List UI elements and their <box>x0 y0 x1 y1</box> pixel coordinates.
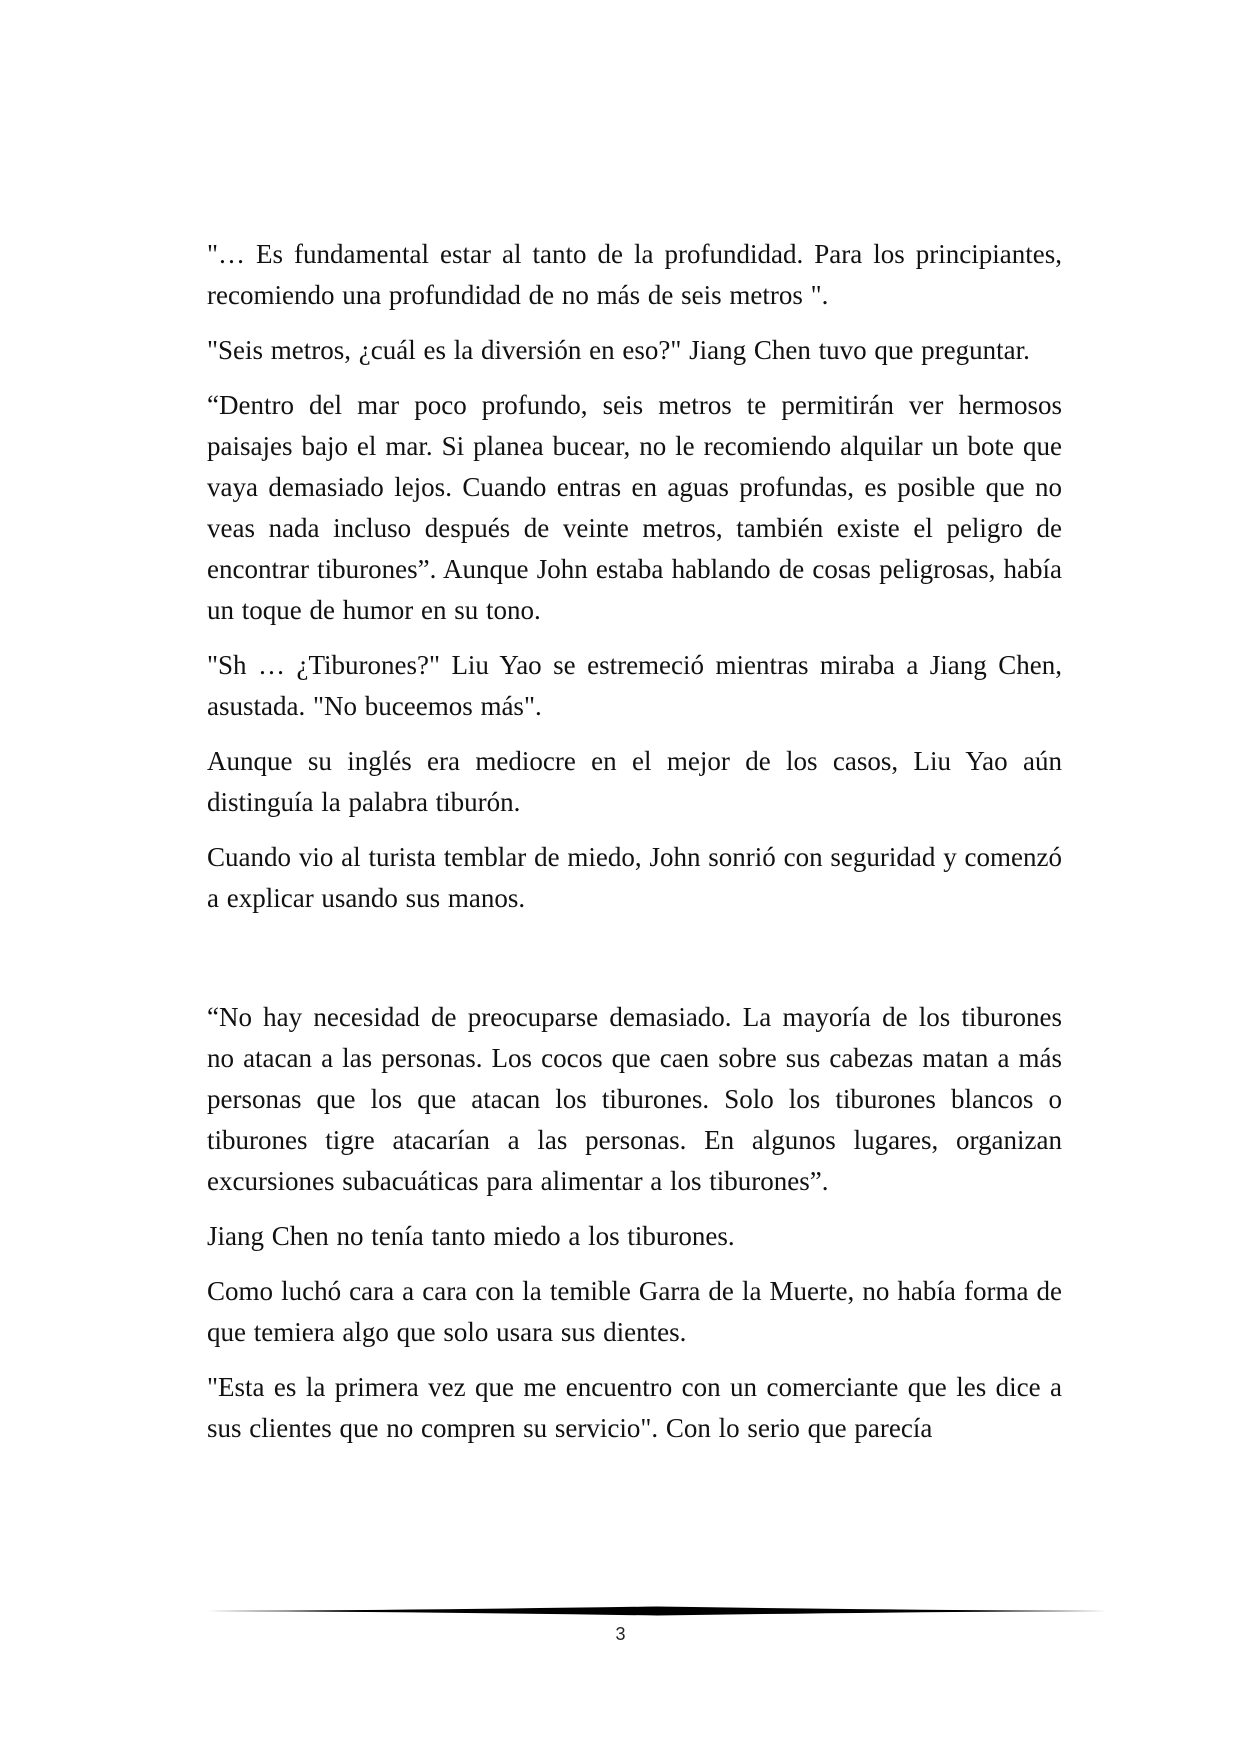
section-break <box>207 933 1062 997</box>
paragraph-10: "Esta es la primera vez que me encuentro con un comerciante que les dice a sus clientes que no compren su servicio". Con lo serio que parecía <box>207 1372 1062 1443</box>
paragraph-3: “Dentro del mar poco profundo, seis metros te permitirán ver hermosos paisajes bajo el mar. Si planea bucear, no le recomiendo alquilar un bote que vaya demasiado lejos. Cuando entras en aguas profundas, es posible que no veas nada incluso después de veinte metros, también existe el peligro de encontrar tiburones”. Aunque John estaba hablando de cosas peligrosas, había un toque de humor en su tono. <box>207 390 1062 625</box>
page-body <box>207 234 1062 1463</box>
paragraph-8: Jiang Chen no tenía tanto miedo a los tiburones. <box>207 1221 735 1251</box>
footer-rule <box>207 1604 1107 1618</box>
paragraph-9: Como luchó cara a cara con la temible Garra de la Muerte, no había forma de que temiera algo que solo usara sus dientes. <box>207 1276 1062 1347</box>
paragraph-7: “No hay necesidad de preocuparse demasiado. La mayoría de los tiburones no atacan a las personas. Los cocos que caen sobre sus cabezas matan a más personas que los que atacan los tiburones. Solo los tiburones blancos o tiburones tigre atacarían a las personas. En algunos lugares, organizan excursiones subacuáticas para alimentar a los tiburones”. <box>207 1002 1062 1196</box>
paragraph-2: "Seis metros, ¿cuál es la diversión en eso?" Jiang Chen tuvo que preguntar. <box>207 335 1030 365</box>
paragraph-5: Aunque su inglés era mediocre en el mejor de los casos, Liu Yao aún distinguía la palabra tiburón. <box>207 746 1062 817</box>
paragraph-4: "Sh … ¿Tiburones?" Liu Yao se estremeció mientras miraba a Jiang Chen, asustada. "No buceemos más". <box>207 650 1062 721</box>
paragraph-6: Cuando vio al turista temblar de miedo, John sonrió con seguridad y comenzó a explicar usando sus manos. <box>207 842 1062 913</box>
page-number: 3 <box>615 1624 626 1644</box>
paragraph-1: "… Es fundamental estar al tanto de la profundidad. Para los principiantes, recomiendo una profundidad de no más de seis metros ". <box>207 239 1062 310</box>
